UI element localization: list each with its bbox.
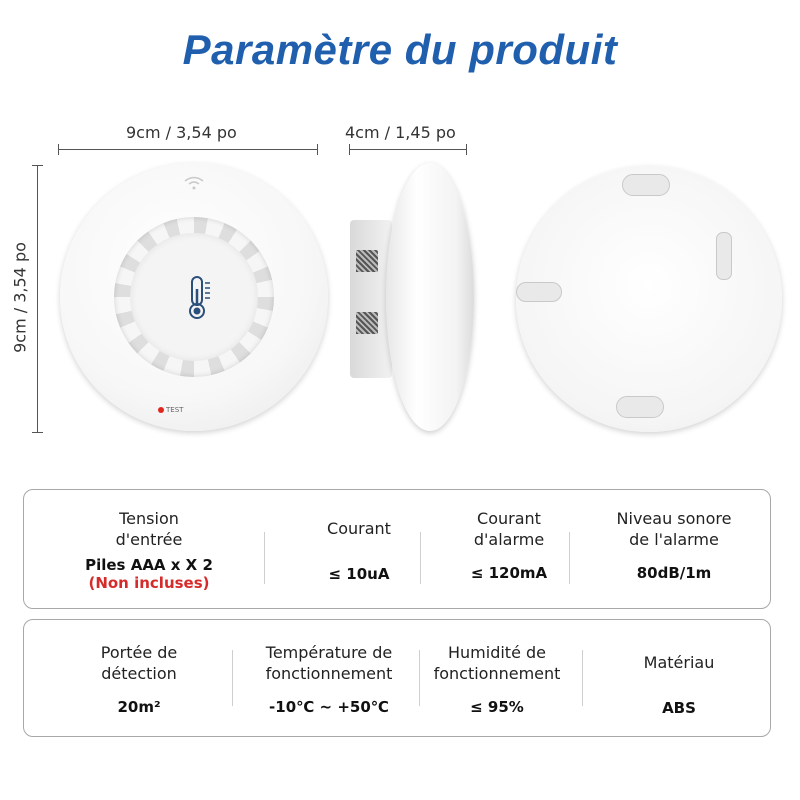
spec-value: ≤ 95% [470,698,524,716]
spec-label: Tension d'entrée [115,509,183,549]
divider [264,532,265,584]
height-tick-bottom [32,432,43,433]
spec-value: Piles AAA x X 2 [85,556,213,574]
detector-front-view [60,163,328,431]
page-title: Paramètre du produit [182,26,618,73]
brand-mark [158,406,183,414]
width-tick-left [58,144,59,155]
spec-label: Courant d'alarme [473,509,545,549]
spec-value: 80dB/1m [636,564,712,582]
spec-material [594,652,764,717]
spec-label: Niveau sonore de l'alarme [616,509,732,549]
side-grille-top [356,250,378,272]
detector-back-view [516,166,782,432]
depth-tick-right [466,144,467,155]
spec-operating-humidity [422,642,572,716]
spec-detection-range [44,642,234,716]
spec-note: (Non incluses) [88,574,210,592]
depth-tick-left [349,144,350,155]
thermometer-icon [184,275,214,321]
spec-operating-temperature [234,642,424,716]
mount-slot-top [622,174,670,196]
spec-value: -10℃ ~ +50℃ [269,698,389,716]
keyhole-slot [716,232,732,280]
spec-value: ≤ 120mA [470,564,548,582]
side-grille-bottom [356,312,378,334]
spec-label: Température de fonctionnement [265,643,393,683]
divider [419,650,420,706]
height-dimension-line [37,165,38,433]
divider [232,650,233,706]
spec-value: ABS [662,699,696,717]
height-dimension-label: 9cm / 3,54 po [10,242,30,353]
mount-slot-bottom [616,396,664,418]
spec-value: 20m² [117,698,161,716]
depth-dimension-label: 4cm / 1,45 po [345,123,456,142]
spec-input-voltage [44,508,254,592]
spec-label: Courant [327,519,391,538]
spec-label: Humidité de fonctionnement [433,643,561,683]
mount-slot-left [516,282,562,302]
brand-text: TEST [166,406,184,414]
spec-label: Portée de détection [100,643,178,683]
divider [420,532,421,584]
spec-alarm-sound-level [584,508,764,582]
spec-value: ≤ 10uA [328,565,390,583]
width-dimension-label: 9cm / 3,54 po [126,123,237,142]
width-tick-right [317,144,318,155]
divider [582,650,583,706]
depth-dimension-line [349,149,467,150]
specs-panel-environment [23,619,771,737]
height-tick-top [32,165,43,166]
specs-panel-electrical [23,489,771,609]
spec-label: Matériau [643,653,715,672]
width-dimension-line [58,149,318,150]
spec-current [274,518,444,583]
sensor-face [130,233,258,361]
detector-side-view [386,163,474,431]
divider [569,532,570,584]
wifi-signal-icon [182,175,206,191]
brand-dot-icon [158,407,164,413]
